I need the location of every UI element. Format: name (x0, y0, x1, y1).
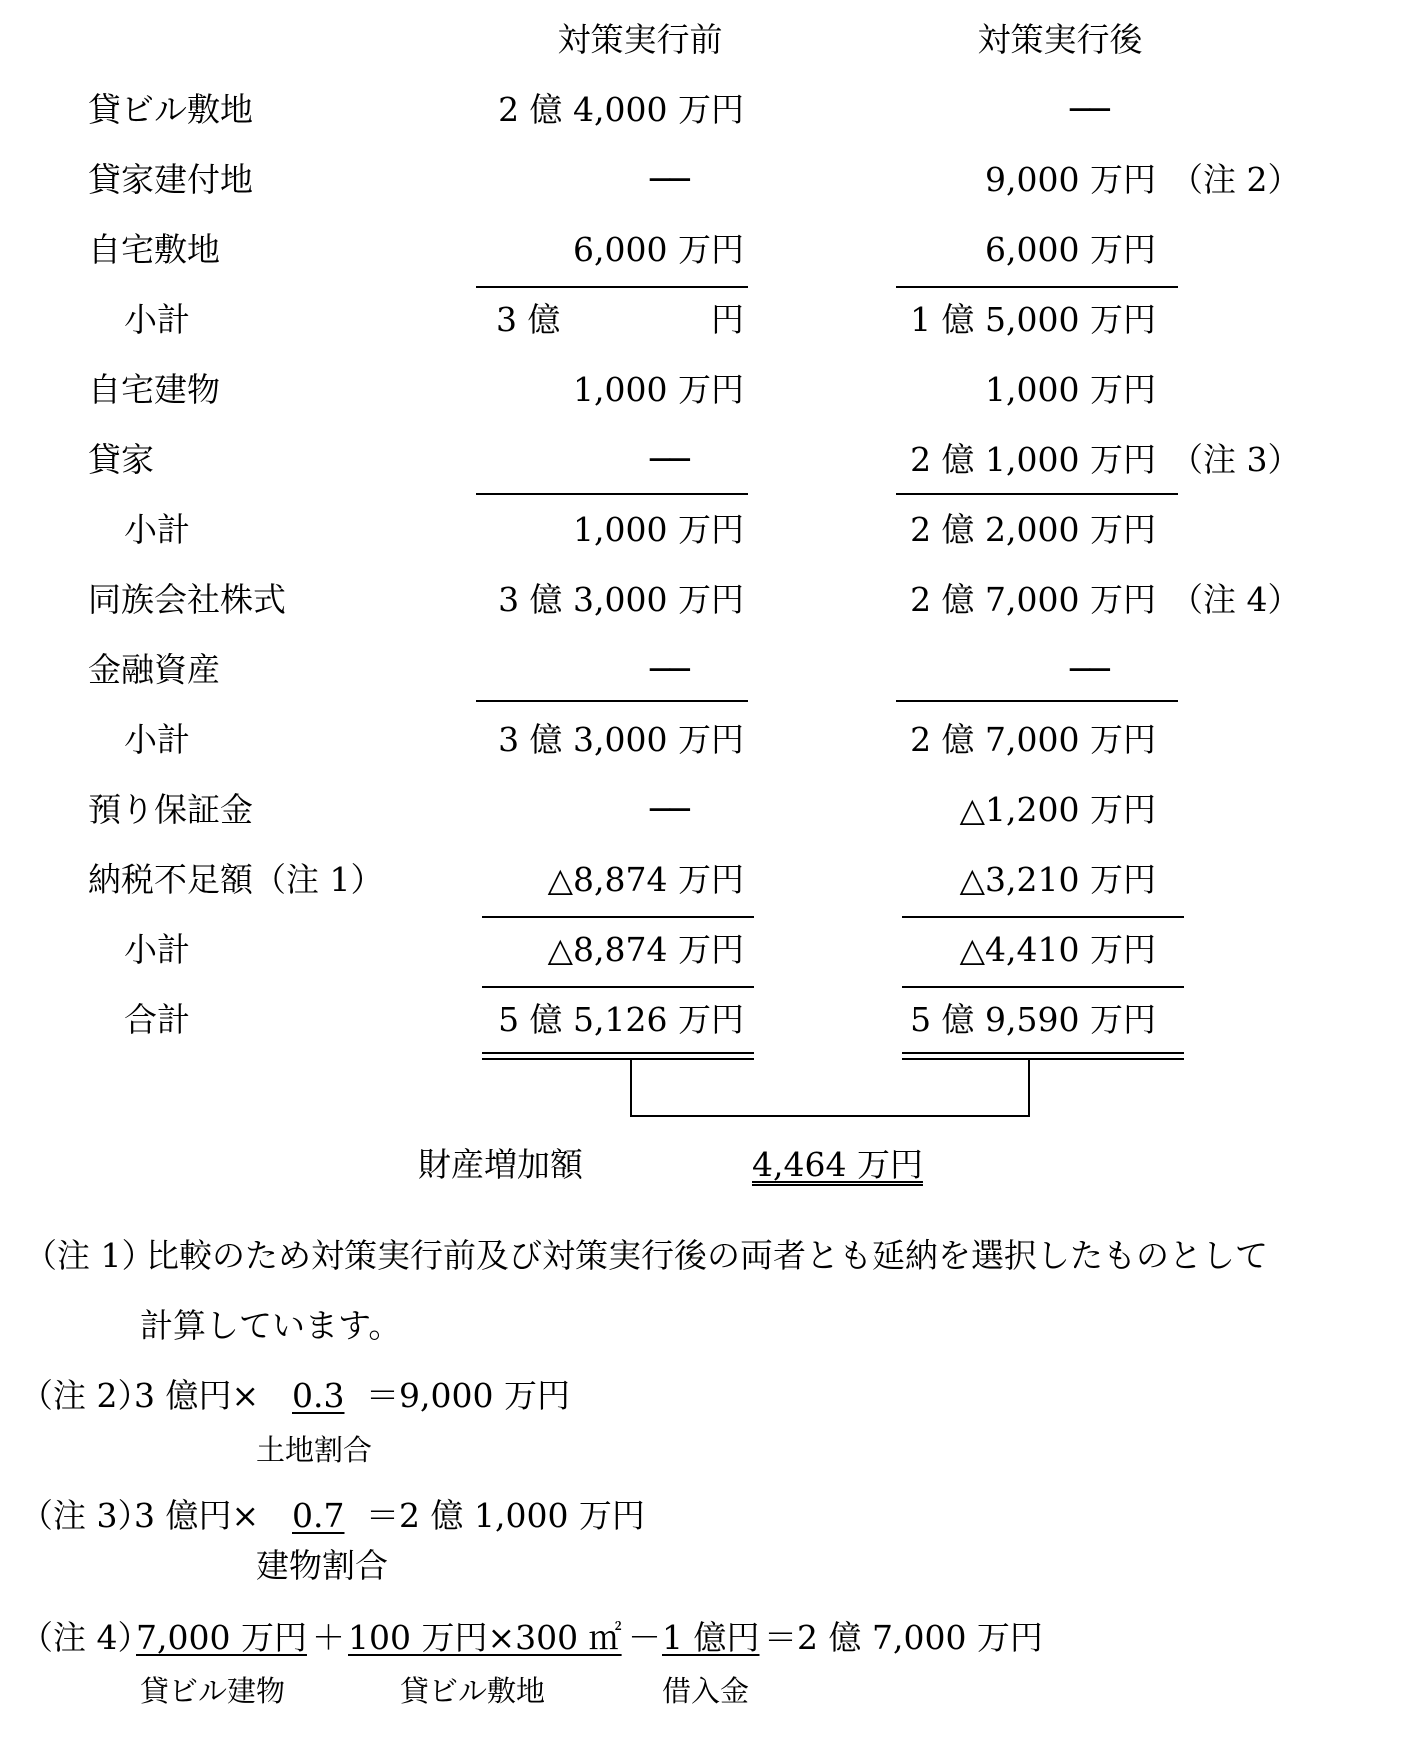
row-after: 1,000 万円 (985, 370, 1156, 409)
row-after: 6,000 万円 (985, 230, 1156, 269)
row-before: 3 億 3,000 万円 (498, 720, 744, 759)
subtotal-rule (896, 286, 1178, 288)
total-double-rule (482, 1058, 754, 1060)
row-note: （注 3） (1170, 440, 1301, 479)
note2-expr-b: 0.3 (292, 1376, 345, 1415)
note1-line1: 比較のため対策実行前及び対策実行後の両者とも延納を選択したものとして (146, 1236, 1268, 1275)
note4-expr-c: 1 億円 (662, 1618, 760, 1657)
note4-op2: － (628, 1618, 661, 1657)
row-before: ── (650, 440, 690, 479)
bracket-left (630, 1060, 632, 1116)
row-note: （注 2） (1170, 160, 1301, 199)
total-double-rule (902, 1052, 1184, 1054)
total-double-rule (902, 1058, 1184, 1060)
row-before: 円 (711, 300, 744, 339)
row-after: 5 億 9,590 万円 (910, 1000, 1156, 1039)
note4-sub-a: 貸ビル建物 (140, 1674, 286, 1708)
subtotal-rule (902, 916, 1184, 918)
note4-sub-c: 借入金 (662, 1674, 750, 1708)
row-after: △1,200 万円 (959, 790, 1156, 829)
note1-line2: 計算しています。 (140, 1306, 402, 1345)
row-label: 自宅敷地 (88, 230, 220, 269)
row-before: 2 億 4,000 万円 (498, 90, 744, 129)
row-after: ── (1070, 650, 1110, 689)
row-before: ── (650, 790, 690, 829)
increase-value: 4,464 万円 (752, 1145, 923, 1184)
row-label: 貸ビル敷地 (88, 90, 253, 129)
row-before: 1,000 万円 (573, 510, 744, 549)
header-after: 対策実行後 (977, 20, 1143, 59)
note1-tag: （注 1） (24, 1236, 155, 1275)
note3-expr-a: 3 億円× (134, 1496, 260, 1535)
row-after: ── (1070, 90, 1110, 129)
row-after: 2 億 7,000 万円 (910, 580, 1156, 619)
note2-expr-c: ＝9,000 万円 (366, 1376, 570, 1415)
bracket-right (1028, 1060, 1030, 1116)
subtotal-rule (482, 916, 754, 918)
note2-expr-a: 3 億円× (134, 1376, 260, 1415)
row-note: （注 4） (1170, 580, 1301, 619)
bracket-bottom (630, 1115, 1030, 1117)
total-double-rule (482, 1052, 754, 1054)
row-before: △8,874 万円 (547, 930, 744, 969)
note3-expr-c: ＝2 億 1,000 万円 (366, 1496, 645, 1535)
note2-tag: （注 2） (20, 1376, 151, 1415)
subtotal-rule (476, 700, 748, 702)
increase-label: 財産増加額 (418, 1145, 583, 1184)
row-after: △4,410 万円 (959, 930, 1156, 969)
note4-expr-b: 100 万円×300 ㎡ (348, 1618, 622, 1657)
row-before-left: 3 億 (496, 300, 561, 339)
note4-expr-a: 7,000 万円 (136, 1618, 307, 1657)
row-before: △8,874 万円 (547, 860, 744, 899)
row-before: 5 億 5,126 万円 (498, 1000, 744, 1039)
row-label: 金融資産 (88, 650, 220, 689)
row-before: 1,000 万円 (573, 370, 744, 409)
row-before: 3 億 3,000 万円 (498, 580, 744, 619)
row-after: 9,000 万円 (985, 160, 1156, 199)
row-after: 2 億 2,000 万円 (910, 510, 1156, 549)
note4-result: ＝2 億 7,000 万円 (764, 1618, 1043, 1657)
row-label: 小計 (124, 720, 190, 759)
subtotal-rule (902, 986, 1184, 988)
note3-tag: （注 3） (20, 1496, 151, 1535)
row-label: 同族会社株式 (88, 580, 286, 619)
row-label: 小計 (124, 510, 190, 549)
subtotal-rule (476, 286, 748, 288)
note4-tag: （注 4） (20, 1618, 151, 1657)
note3-expr-b: 0.7 (292, 1496, 345, 1535)
subtotal-rule (476, 493, 748, 495)
row-label: 自宅建物 (88, 370, 220, 409)
row-after: 2 億 7,000 万円 (910, 720, 1156, 759)
row-label: 合計 (124, 1000, 190, 1039)
header-before: 対策実行前 (557, 20, 723, 59)
note4-sub-b: 貸ビル敷地 (400, 1674, 546, 1708)
note3-sub: 建物割合 (256, 1546, 388, 1585)
row-before: ── (650, 160, 690, 199)
row-before: ── (650, 650, 690, 689)
row-after: △3,210 万円 (959, 860, 1156, 899)
row-after: 2 億 1,000 万円 (910, 440, 1156, 479)
row-label: 預り保証金 (88, 790, 253, 829)
row-label: 貸家 (88, 440, 154, 479)
row-label: 小計 (124, 300, 190, 339)
row-after: 1 億 5,000 万円 (910, 300, 1156, 339)
subtotal-rule (482, 986, 754, 988)
note4-op1: ＋ (312, 1618, 345, 1657)
subtotal-rule (896, 493, 1178, 495)
row-label: 貸家建付地 (88, 160, 253, 199)
subtotal-rule (896, 700, 1178, 702)
row-before: 6,000 万円 (573, 230, 744, 269)
row-label: 納税不足額（注 1） (88, 860, 384, 899)
note2-sub: 土地割合 (256, 1433, 373, 1467)
row-label: 小計 (124, 930, 190, 969)
